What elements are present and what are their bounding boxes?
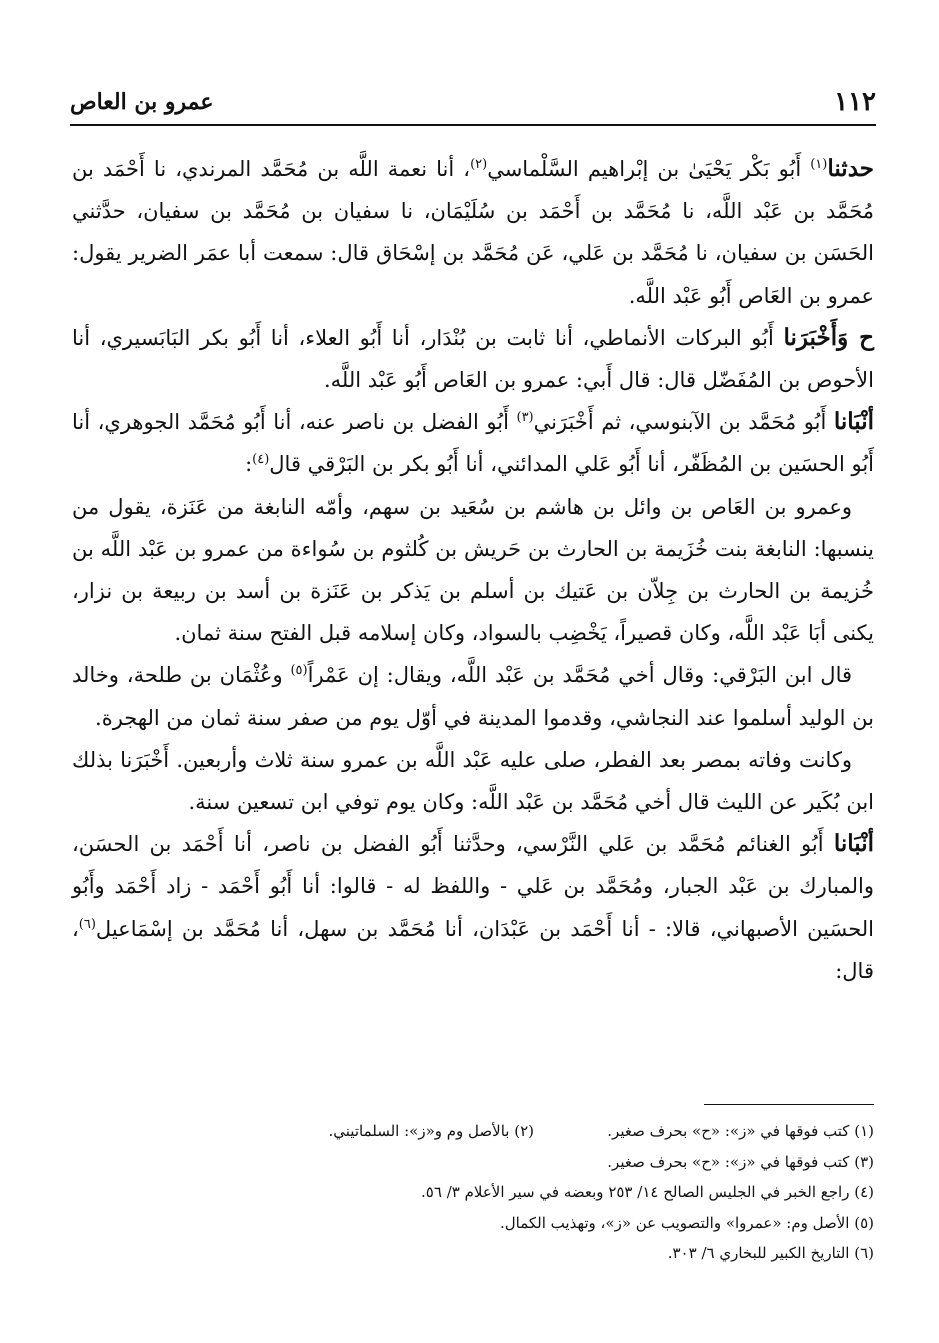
footnote-ref: (٦)	[78, 916, 96, 932]
paragraph	[72, 317, 874, 401]
text-run: أَبُو البركات الأنماطي، أنا ثابت بن بُنْدَار، أنا أَبُو العلاء، أنا أَبُو بكر البَابَسيري، أنا الأحوص بن المُفَضّل قال: قال أَبي: عمرو بن العَاص أَبُو عَبْد اللَّه.	[72, 325, 874, 393]
page-header	[70, 84, 876, 120]
text-run: أَبُو الغنائم مُحَمَّد بن عَلي النَّرْسي، وحدَّثنا أَبُو الفضل بن ناصر، أنا أَحْمَد بن الحسَن، والمبارك بن عَبْد الجبار، ومُحَمَّد بن عَلي - واللفظ له - قالوا: أنا أَبُو أَحْمَد - زاد أَحْمَد وأَبُو الحسَين الأصبهاني، قالا: - أنا أَحْمَد بن عَبْدَان، أنا مُحَمَّد بن سهل، أنا مُحَمَّد بن إسْمَاعيل	[72, 832, 874, 941]
paragraph	[72, 148, 874, 317]
footnote-2: (٢) بالأصل وم و«ز»: السلماتيني.	[328, 1122, 534, 1140]
paragraph	[72, 401, 874, 485]
footnote-4: (٤) راجع الخبر في الجليس الصالح ١٤/ ٢٥٣ وبعضه في سير الأعلام ٣/ ٥٦.	[421, 1183, 874, 1201]
text-run: أَبُو مُحَمَّد بن الآبنوسي، ثم أَخْبَرَني	[533, 410, 834, 435]
text-run: وعُثْمَان بن طلحة، وخالد بن الوليد أسلموا عند النجاشي، وقدموا المدينة في أوّل يوم من صفر سنة ثمان من الهجرة.	[72, 663, 874, 730]
footnote-ref: (٣)	[516, 410, 534, 426]
footnote-ref: (١)	[810, 157, 828, 172]
paragraph	[72, 739, 874, 823]
text-run: أَبُو بَكْر يَحْيَىٰ بن إبْراهيم السَّلْماسي	[487, 157, 811, 181]
footnote-separator	[704, 1104, 874, 1105]
footnote-ref: (٢)	[470, 157, 488, 172]
footnote-6: (٦) التاريخ الكبير للبخاري ٦/ ٣٠٣.	[667, 1244, 874, 1262]
footnote-1: (١) كتب فوقها في «ز»: «ح» بحرف صغير.	[607, 1122, 874, 1140]
footnote-ref: (٥)	[290, 663, 308, 679]
text-run: أَبُو الفضل بن ناصر عنه، أنا أَبُو مُحَمَّد الجوهري، أنا أَبُو الحسَين بن المُظَفّر، أنا أَبُو عَلي المدائني، أنا أَبُو بكر بن البَرْقي قال	[72, 410, 874, 477]
footnote-row	[72, 1116, 874, 1147]
text-run: وعمرو بن العَاص بن وائل بن هاشم بن سُعَيد بن سهم، وأمّه النابغة من عَنَزة، يقول من ينسبها: النابغة بنت خُزَيمة بن الحارث بن حَريش بن كُلثوم بن سُواءة من عمرو بن عَبْد اللَّه بن خُزيمة بن الحارث بن جِلاّن بن عَتيك بن أسلم بن يَذكر بن عَنَزة بن أسد بن ربيعة بن نزار، يكنى أبَا عَبْد اللَّه، وكان قصيراً، يَخْضِب بالسواد، وكان إسلامه قبل الفتح سنة ثمان.	[72, 494, 874, 646]
paragraph	[72, 654, 874, 738]
footnote-ref: (٤)	[252, 452, 270, 468]
text-run: :	[245, 452, 253, 477]
lead-word: حدثنا	[827, 155, 874, 182]
text-run: ، أنا نعمة اللَّه بن مُحَمَّد المرندي، نا أَحْمَد بن مُحَمَّد بن عَبْد اللَّه، نا مُحَمَّد بن أَحْمَد بن سُلَيْمَان، نا سفيان بن مُحَمَّد بن سفيان، حدَّثني الحَسَن بن سفيان، نا مُحَمَّد بن عَلي، عَن مُحَمَّد بن إسْحَاق قال: سمعت أبا عمَر الضرير يقول: عمرو بن العَاص أَبُو عَبْد اللَّه.	[72, 157, 874, 308]
text-run: ، قال:	[72, 916, 874, 983]
page-number: ١١٢	[834, 87, 876, 117]
paragraph	[72, 823, 874, 992]
footnote-5: (٥) الأصل وم: «عمروا» والتصويب عن «ز»، وتهذيب الكمال.	[499, 1213, 874, 1232]
lead-word: أنْبَانا	[833, 830, 874, 858]
header-rule	[70, 124, 876, 126]
text-run: وكانت وفاته بمصر بعد الفطر، صلى عليه عَبْد اللَّه بن عمرو سنة ثلاث وأربعين. أَخْبَرَنا بذلك ابن بُكَير عن الليث قال أخي مُحَمَّد بن عَبْد اللَّه: وكان يوم توفي ابن تسعين سنة.	[72, 747, 874, 815]
lead-word: ح وَأَخْبَرَنا	[783, 323, 875, 351]
footnotes	[72, 1116, 874, 1269]
paragraph	[72, 486, 874, 655]
body-text	[72, 148, 874, 992]
footnote-3: (٣) كتب فوقها في «ز»: «ح» بحرف صغير.	[607, 1152, 874, 1171]
running-title: عمرو بن العاص	[70, 89, 214, 115]
text-run: قال ابن البَرْقي: وقال أخي مُحَمَّد بن عَبْد اللَّه، ويقال: إن عَمْراً	[307, 663, 852, 688]
lead-word: أنْبَانا	[833, 408, 874, 436]
